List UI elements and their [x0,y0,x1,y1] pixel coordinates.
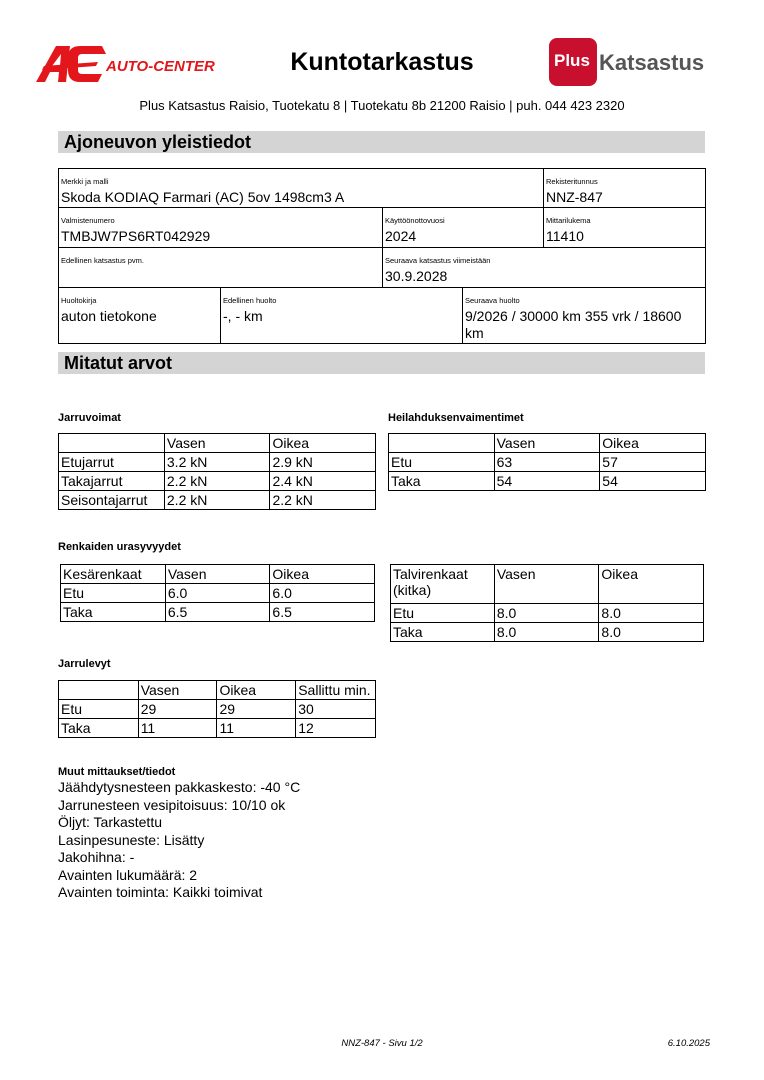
field-label: Huoltokirja [61,296,97,305]
shock-absorbers-title: Heilahduksenvaimentimet [388,412,524,424]
brake-forces-title: Jarruvoimat [58,412,121,424]
field-next-service [462,287,706,344]
table-cell: 2.2 kN [164,472,270,491]
table-cell: 6.5 [270,603,375,622]
table-cell: 54 [494,472,600,491]
table-header-row [61,565,375,584]
table-cell: 2.9 kN [270,453,376,472]
table-row [59,491,376,510]
field-previous-service [220,287,463,344]
brake-forces-table [58,433,376,510]
field-service-book [58,287,221,344]
brake-discs-table [58,680,376,738]
table-cell: Talvirenkaat (kitka) [391,565,495,604]
table-cell: 12 [296,719,376,738]
field-label: Mittarilukema [546,216,591,225]
table-row [59,700,376,719]
field-value: NNZ-847 [546,189,603,205]
table-cell: Oikea [599,565,704,604]
list-item: Jarrunesteen vesipitoisuus: 10/10 ok [58,796,286,813]
table-cell: 11 [138,719,217,738]
field-make-model [58,168,544,208]
field-label: Merkki ja malli [61,177,109,186]
table-cell: 2.4 kN [270,472,376,491]
table-cell [59,434,165,453]
table-row [59,719,376,738]
table-cell: Vasen [138,681,217,700]
field-next-inspection [382,247,706,288]
field-value: 11410 [546,228,584,244]
field-value: 2024 [385,228,417,244]
table-cell: Taka [391,623,495,642]
list-item: Jakohihna: - [58,849,135,865]
table-cell: Taka [61,603,166,622]
table-cell: Vasen [164,434,270,453]
table-cell: 3.2 kN [164,453,270,472]
table-row [61,584,375,603]
list-item: Öljyt: Tarkastettu [58,814,163,830]
table-cell: 57 [600,453,706,472]
field-label: Seuraava huolto [465,296,520,305]
plus-badge-text: Plus [554,51,590,70]
table-cell: Vasen [165,565,270,584]
table-cell: Kesärenkaat [61,565,166,584]
table-cell: Oikea [270,565,375,584]
field-label: Valmistenumero [61,216,115,225]
table-cell [389,434,495,453]
auto-center-logo-text: AUTO-CENTER [106,58,215,75]
table-cell [59,681,139,700]
table-row [59,453,376,472]
table-row [61,603,375,622]
table-cell: 30 [296,700,376,719]
table-cell: Etu [389,453,495,472]
table-cell: Sallittu min. [296,681,376,700]
table-cell: Etu [61,584,166,603]
table-cell: 6.0 [270,584,375,603]
field-first-registration-year [382,207,544,248]
list-item: Avainten lukumäärä: 2 [58,866,198,883]
table-header-row [389,434,706,453]
shock-absorbers-table [388,433,706,491]
field-label: Edellinen huolto [223,296,277,305]
table-cell: 29 [217,700,296,719]
field-value: auton tietokone [61,308,157,324]
table-row [59,472,376,491]
station-address: Plus Katsastus Raisio, Tuotekatu 8 | Tuotekatu 8b 21200 Raisio | puh. 044 423 2320 [139,98,625,113]
field-label: Käyttöönottovuosi [385,216,445,225]
section-title-vehicle: Ajoneuvon yleistiedot [58,131,705,153]
table-header-row [391,565,704,604]
table-cell: Etu [59,700,139,719]
table-cell: 29 [138,700,217,719]
field-value: -, - km [223,308,263,324]
summer-tyres-table [60,564,375,622]
table-cell: Etu [391,604,495,623]
table-row [389,472,706,491]
field-value: Skoda KODIAQ Farmari (AC) 5ov 1498cm3 A [61,189,345,205]
table-cell: 63 [494,453,600,472]
other-measurements-list [58,779,300,902]
field-value: 30.9.2028 [385,268,448,284]
brake-discs-title: Jarrulevyt [58,658,111,670]
table-cell: 11 [217,719,296,738]
table-cell: 54 [600,472,706,491]
table-header-row [59,434,376,453]
katsastus-logo-text: Katsastus [599,50,705,75]
table-cell: 8.0 [599,623,704,642]
table-row [391,604,704,623]
field-odometer [543,207,706,248]
table-cell: Seisontajarrut [59,491,165,510]
field-vin [58,207,383,248]
plus-katsastus-logo [547,38,732,88]
table-cell: Oikea [270,434,376,453]
table-cell: 8.0 [494,604,599,623]
table-row [389,453,706,472]
field-label: Rekisteritunnus [546,177,598,186]
table-header-row [59,681,376,700]
field-registration [543,168,706,208]
other-measurements-title: Muut mittaukset/tiedot [58,766,176,778]
winter-tyres-table [390,564,704,642]
table-cell: 6.5 [165,603,270,622]
tread-depths-title: Renkaiden urasyvyydet [58,541,181,553]
list-item: Avainten toiminta: Kaikki toimivat [58,884,263,900]
table-row [391,623,704,642]
field-value: 9/2026 / 30000 km 355 vrk / 18600 km [465,308,682,341]
field-label: Seuraava katsastus viimeistään [385,256,491,265]
table-cell: Etujarrut [59,453,165,472]
section-title-measured: Mitatut arvot [58,352,705,374]
table-cell: Oikea [600,434,706,453]
table-cell: Taka [59,719,139,738]
footer-date: 6.10.2025 [667,1038,710,1049]
table-cell: 8.0 [494,623,599,642]
table-cell: 6.0 [165,584,270,603]
table-cell: 8.0 [599,604,704,623]
page-title: Kuntotarkastus [290,48,474,76]
table-cell: Vasen [494,434,600,453]
table-cell: Vasen [494,565,599,604]
field-value: TMBJW7PS6RT042929 [61,228,211,244]
table-cell: 2.2 kN [270,491,376,510]
table-cell: Takajarrut [59,472,165,491]
list-item: Jäähdytysnesteen pakkaskesto: -40 °C [58,779,301,795]
list-item: Lasinpesuneste: Lisätty [58,831,205,848]
field-label: Edellinen katsastus pvm. [61,256,144,265]
table-cell: 2.2 kN [164,491,270,510]
field-previous-inspection [58,247,383,288]
table-cell: Oikea [217,681,296,700]
footer-page-number: NNZ-847 - Sivu 1/2 [341,1038,423,1049]
table-cell: Taka [389,472,495,491]
